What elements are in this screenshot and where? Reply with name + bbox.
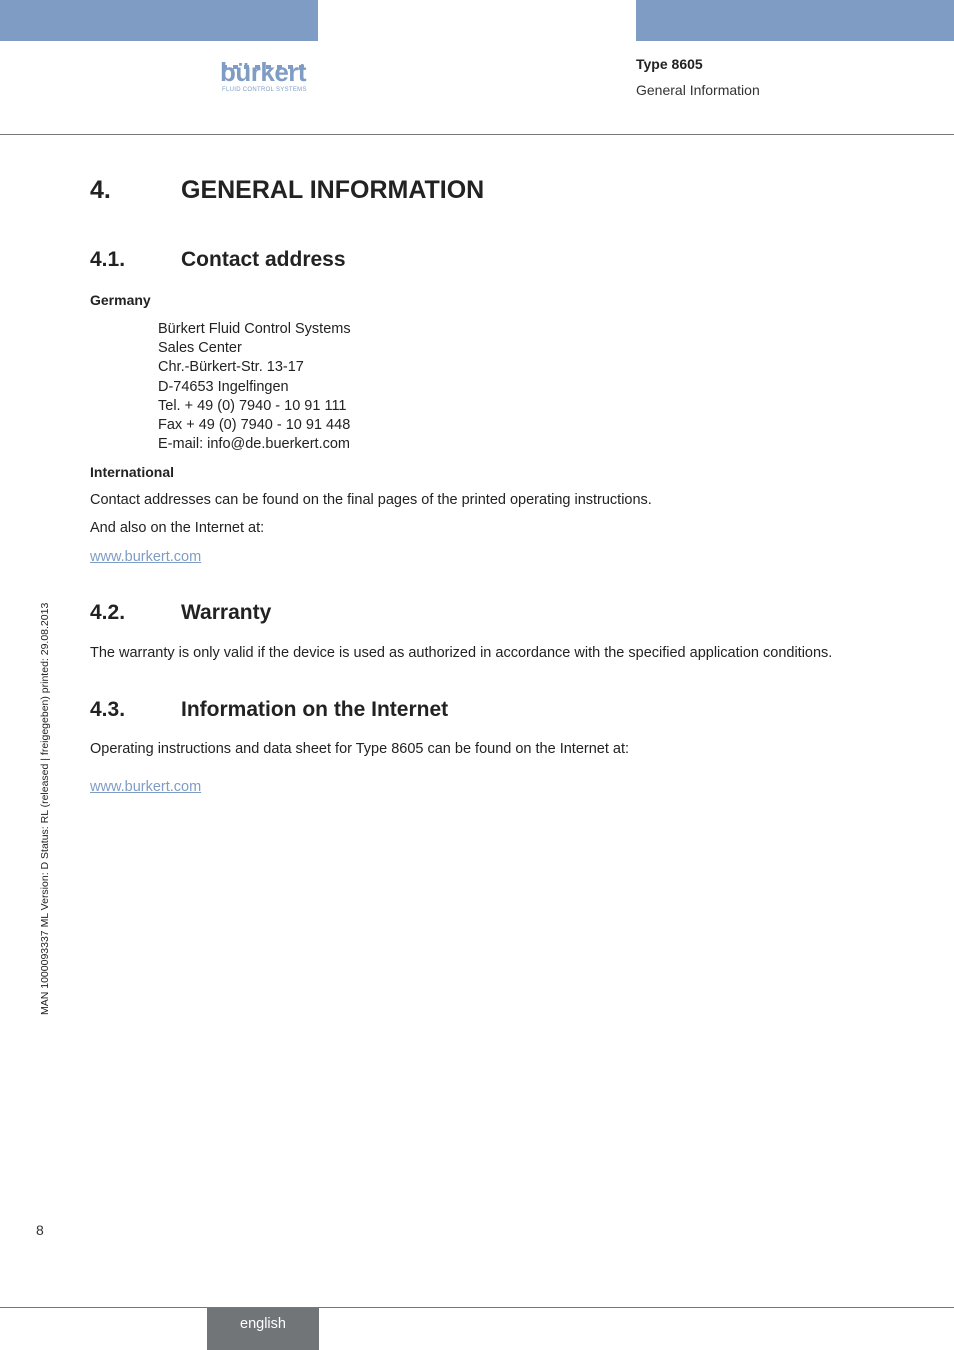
international-label: International xyxy=(90,464,175,480)
section-title: Contact address xyxy=(181,248,346,271)
chapter-heading xyxy=(90,176,484,205)
internet-info-text: Operating instructions and data sheet for Type 8605 can be found on the Internet at: xyxy=(90,741,630,757)
warranty-text: The warranty is only valid if the device is used as authorized in accordance with the specified application conditions. xyxy=(90,645,833,661)
section-number: 4.2. xyxy=(90,601,126,624)
website-link[interactable]: www.burkert.com xyxy=(90,549,202,565)
email-line: E-mail: info@de.buerkert.com xyxy=(158,436,351,453)
phone-line: Tel. + 49 (0) 7940 - 10 91 111 xyxy=(158,397,347,414)
page-number: 8 xyxy=(36,1222,44,1238)
logo-wordmark: bürkert xyxy=(220,57,307,87)
header-subtitle: General Information xyxy=(636,82,760,98)
header-band-left xyxy=(0,0,318,41)
document-side-note: MAN 1000093337 ML Version: D Status: RL (released | freigegeben) printed: 29.08.2013 xyxy=(39,602,51,1015)
header-rule xyxy=(0,134,954,135)
address-line: Bürkert Fluid Control Systems xyxy=(158,321,351,337)
internet-text: And also on the Internet at: xyxy=(90,520,265,536)
section-title: Warranty xyxy=(181,601,272,624)
chapter-title: GENERAL INFORMATION xyxy=(181,176,485,204)
section-title: Information on the Internet xyxy=(181,698,449,721)
address-line: Sales Center xyxy=(158,340,242,357)
address-line: Chr.-Bürkert-Str. 13-17 xyxy=(158,359,304,376)
international-text: Contact addresses can be found on the final pages of the printed operating instructions. xyxy=(90,492,652,508)
burkert-logo xyxy=(220,56,320,96)
logo-tagline: FLUID CONTROL SYSTEMS xyxy=(222,87,307,93)
fax-line: Fax + 49 (0) 7940 - 10 91 448 xyxy=(158,417,351,434)
address-block xyxy=(158,320,351,454)
language-tab: english xyxy=(207,1308,319,1350)
header-band-right xyxy=(636,0,954,41)
germany-label: Germany xyxy=(90,292,151,308)
section-number: 4.1. xyxy=(90,248,126,271)
header-type: Type 8605 xyxy=(636,56,703,72)
chapter-number: 4. xyxy=(90,176,111,204)
section-heading-contact xyxy=(90,248,346,272)
section-heading-internet xyxy=(90,698,448,722)
section-number: 4.3. xyxy=(90,698,126,721)
address-line: D-74653 Ingelfingen xyxy=(158,378,289,395)
section-heading-warranty xyxy=(90,601,271,625)
footer-rule xyxy=(0,1307,954,1308)
website-link[interactable]: www.burkert.com xyxy=(90,779,202,795)
